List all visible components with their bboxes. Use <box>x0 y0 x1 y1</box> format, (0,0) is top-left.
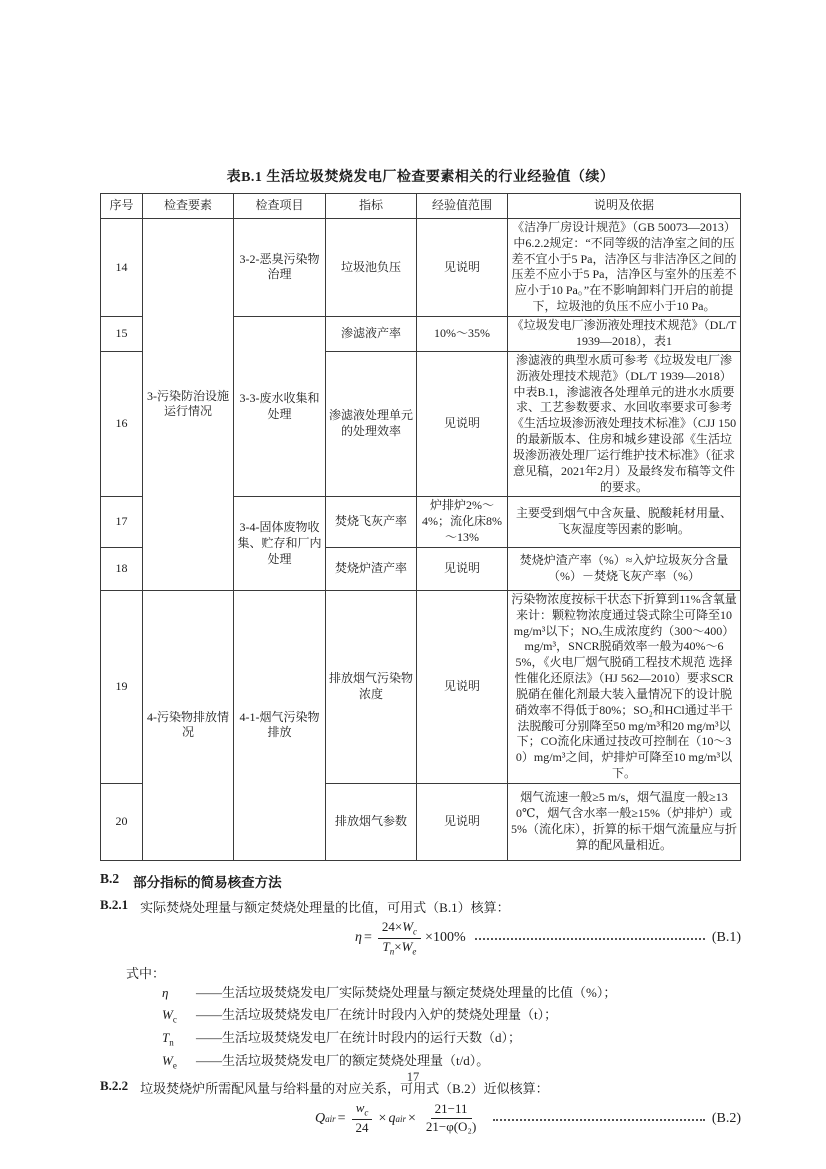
cell-item: 4-1-烟气污染物排放 <box>234 590 326 860</box>
multiply-sign: × <box>378 1110 387 1126</box>
clause-b21-label: B.2.1 <box>100 896 129 912</box>
section-heading-label: B.2 <box>100 870 120 886</box>
cell-note: 污染物浓度按标干状态下折算到11%含氧量来计：颗粒物浓度通过袋式除尘可降至10 mg/m³以下；NOₓ生成浓度约（300～400）mg/m³，SNCR脱硝效率一般为40%～65%，《火电厂烟气脱硝工程技术规范 选择性催化还原法》（HJ 562—2010）要求SCR脱硝在催化剂最大装入量情况下的设计脱硝效率不得低于80%；SO₂和HCl通过半干法脱酸可分别降至50 mg/m³和20 mg/m³以下；CO流化床通过技改可控制在（10～30）mg/m³之间，炉排炉可降至10 mg/m³以下。 <box>508 590 741 783</box>
cell-note: 主要受到烟气中含灰量、脱酸耗材用量、飞灰湿度等因素的影响。 <box>508 497 741 547</box>
cell-item: 3-3-废水收集和处理 <box>234 316 326 496</box>
definition-text: ——生活垃圾焚烧发电厂实际焚烧处理量与额定焚烧处理量的比值（%）； <box>196 984 617 1000</box>
cell-serial: 18 <box>101 547 143 590</box>
cell-note: 烟气流速一般≥5 m/s，烟气温度一般≥130℃，烟气含水率一般≥15%（炉排炉）或5%（流化床），折算的标干烟气流量应与折算的配风量相近。 <box>508 783 741 860</box>
cell-item: 3-2-恶臭污染物治理 <box>234 219 326 317</box>
cell-note: 焚烧炉渣产率（%）≈入炉垃圾灰分含量（%）－焚烧飞灰产率（%） <box>508 547 741 590</box>
fraction-denominator: 24 <box>355 1120 369 1136</box>
formula-tag: (B.1) <box>711 930 741 946</box>
cell-note: 《垃圾发电厂渗沥液处理技术规范》（DL/T 1939—2018），表1 <box>508 316 741 351</box>
definition-symbol: $W_e$ <box>162 1052 177 1071</box>
cell-range: 10%～35% <box>417 316 508 351</box>
clause-b22-text: 垃圾焚烧炉所需配风量与给料量的对应关系，可用式（B.2）近似核算： <box>140 1081 549 1097</box>
cell-serial: 16 <box>101 351 143 496</box>
cell-indicator: 排放烟气污染物浓度 <box>326 590 417 783</box>
equals-sign: = <box>363 930 372 946</box>
cell-serial: 20 <box>101 783 143 860</box>
definition-row <box>162 1029 741 1050</box>
clause-b21-text: 实际焚烧处理量与额定焚烧处理量的比值，可用式（B.1）核算： <box>140 899 510 915</box>
cell-item: 3-4-固体废物收集、贮存和厂内处理 <box>234 497 326 590</box>
formula-variable: q <box>388 1110 396 1126</box>
fraction <box>378 920 421 957</box>
cell-serial: 15 <box>101 316 143 351</box>
definition-text: ——生活垃圾焚烧发电厂在统计时段内入炉的焚烧处理量（t）； <box>196 1007 558 1023</box>
header-note: 说明及依据 <box>508 194 741 219</box>
header-range: 经验值范围 <box>417 194 508 219</box>
definition-symbol: $W_c$ <box>162 1007 177 1025</box>
definition-row <box>162 984 741 1005</box>
dot-leader <box>493 1119 705 1121</box>
cell-element: 3-污染防治设施运行情况 <box>143 219 234 591</box>
cell-element: 4-污染物排放情况 <box>143 590 234 860</box>
cell-serial: 17 <box>101 497 143 547</box>
dot-leader <box>475 938 705 940</box>
cell-indicator: 排放烟气参数 <box>326 783 417 860</box>
cell-indicator: 渗滤液处理单元的处理效率 <box>326 351 417 496</box>
experience-values-table <box>100 193 741 861</box>
table-row <box>101 219 741 317</box>
header-serial: 序号 <box>101 194 143 219</box>
definition-symbol: $T_n$ <box>162 1030 174 1048</box>
fraction <box>422 1102 480 1135</box>
definition-text: ——生活垃圾焚烧发电厂的额定焚烧处理量（t/d）。 <box>196 1052 490 1068</box>
fraction-denominator: 21−φ(O₂) <box>425 1119 477 1135</box>
formula-suffix: ×100% <box>425 930 466 946</box>
cell-indicator: 渗滤液产率 <box>326 316 417 351</box>
header-item: 检查项目 <box>234 194 326 219</box>
page-content <box>100 166 741 1142</box>
definition-text: ——生活垃圾焚烧发电厂在统计时段内的运行天数（d）； <box>196 1030 522 1045</box>
fraction-denominator: $T_n\times W_e$ <box>382 938 417 957</box>
cell-range: 见说明 <box>417 590 508 783</box>
formula-tag: (B.2) <box>711 1110 741 1126</box>
table-header-row <box>101 194 741 219</box>
cell-range: 见说明 <box>417 219 508 317</box>
cell-note: 渗滤液的典型水质可参考《垃圾发电厂渗沥液处理技术规范》（DL/T 1939—2018）中表B.1，渗滤液各处理单元的进水水质要求、工艺参数要求、水回收率要求可参考《生活垃圾渗沥液处理技术标准》（CJJ 150的最新版本、住房和城乡建设部《生活垃圾渗沥液处理厂运行维护技术标准》（征求意见稿，2021年2月）及最终发布稿等文件的要求。 <box>508 351 741 496</box>
where-label: 式中： <box>126 965 166 981</box>
header-indicator: 指标 <box>326 194 417 219</box>
cell-range: 见说明 <box>417 547 508 590</box>
cell-range: 见说明 <box>417 783 508 860</box>
definition-row <box>162 1006 741 1027</box>
section-heading <box>100 871 741 891</box>
fraction <box>352 1101 373 1136</box>
formula-b2: Q air = $\frac{w_c}{24}$ × q air × $\frac{21-11}{\text{21−φ(O₂)}}$ (B.2) <box>315 1100 741 1136</box>
table-row <box>101 590 741 783</box>
formula-b1 <box>100 920 741 957</box>
formula-variable: η <box>355 930 362 946</box>
equals-sign: = <box>337 1110 346 1126</box>
cell-range: 炉排炉2%～4%；流化床8%～13% <box>417 497 508 547</box>
cell-indicator: 垃圾池负压 <box>326 219 417 317</box>
clause-b21 <box>100 897 741 916</box>
formula-variable: Q <box>315 1110 326 1126</box>
section-heading-text: 部分指标的简易核查方法 <box>133 874 282 890</box>
definition-symbol: η <box>162 984 169 1000</box>
cell-indicator: 焚烧炉渣产率 <box>326 547 417 590</box>
page-number: 17 <box>406 1070 420 1084</box>
table-title: 表B.1 生活垃圾焚烧发电厂检查要素相关的行业经验值（续） <box>226 170 615 185</box>
cell-serial: 19 <box>101 590 143 783</box>
fraction-numerator: $w_c$ <box>352 1101 373 1120</box>
cell-indicator: 焚烧飞灰产率 <box>326 497 417 547</box>
cell-note: 《洁净厂房设计规范》（GB 50073—2013）中6.2.2规定：“不同等级的洁净室之间的压差不宜小于5 Pa，洁净区与非洁净区之间的压差不应小于5 Pa，洁净区与室外的压差不应小于10 Pa。”在不影响卸料门开启的前提下，垃圾池的负压不应小于10 Pa。 <box>508 219 741 317</box>
fraction-numerator: 21−11 <box>431 1102 472 1119</box>
fraction-numerator: $24\times W_c$ <box>378 920 421 939</box>
section-b2 <box>100 871 741 1136</box>
clause-b22-label: B.2.2 <box>100 1078 129 1094</box>
cell-range: 见说明 <box>417 351 508 496</box>
header-element: 检查要素 <box>143 194 234 219</box>
multiply-sign: × <box>407 1110 416 1126</box>
cell-serial: 14 <box>101 219 143 317</box>
